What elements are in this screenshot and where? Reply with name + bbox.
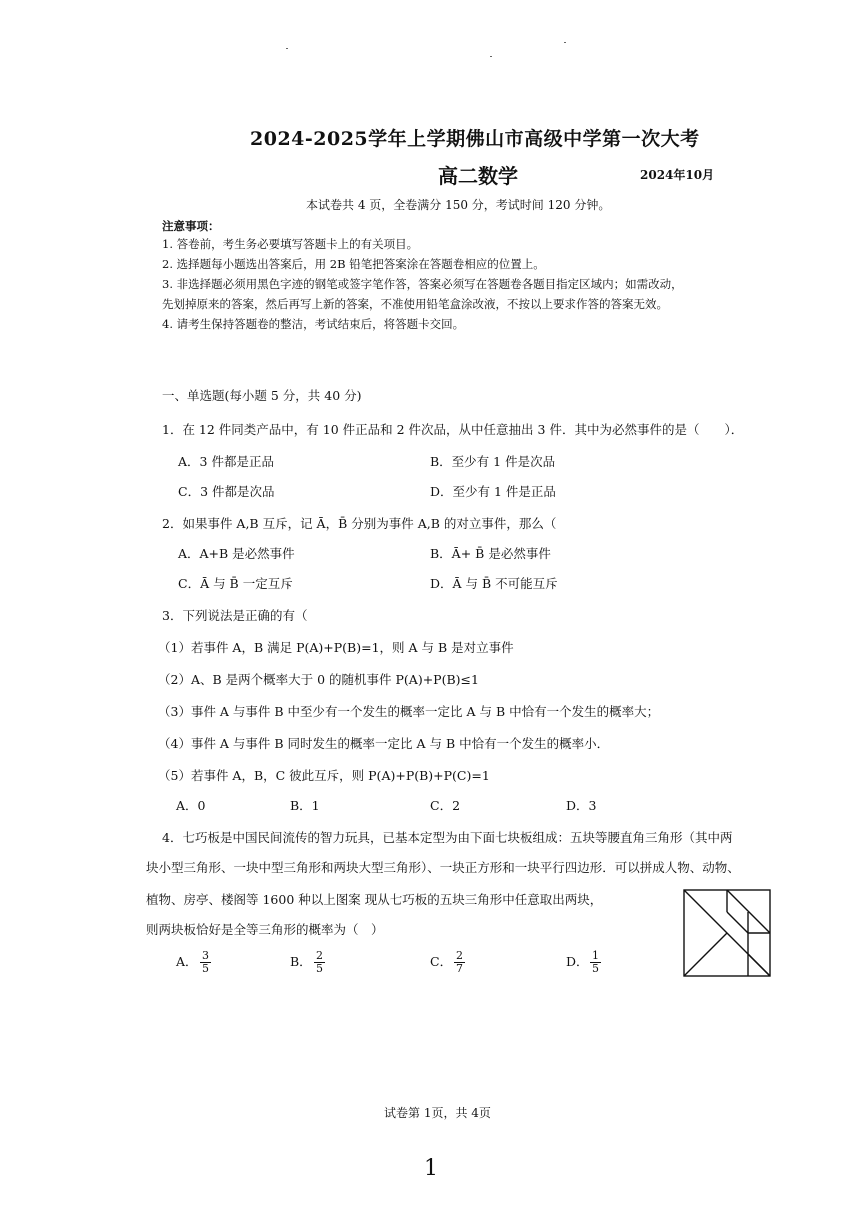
tangram-edge xyxy=(727,912,748,933)
notes-heading: 注意事项： xyxy=(162,219,220,233)
note-item: 4. 请考生保持答题卷的整洁，考试结束后，将答题卡交回。 xyxy=(162,317,465,331)
question-4-line: 4．七巧板是中国民间流传的智力玩具，已基本定型为由下面七块板组成：五块等腰直角三角形（其中两 xyxy=(162,830,733,845)
page-number: 1 xyxy=(424,1156,438,1181)
question-1-option-b: B．至少有 1 件是次品 xyxy=(430,454,556,469)
question-3-stem: 3．下列说法是正确的有（ xyxy=(162,608,308,623)
question-1-option-d: D．至少有 1 件是正品 xyxy=(430,484,556,499)
scan-speck xyxy=(564,42,566,43)
note-item: 先划掉原来的答案，然后再写上新的答案，不准使用铅笔盒涂改液，不按以上要求作答的答案无效。 xyxy=(162,297,668,311)
question-3-statement: （3）事件 A 与事件 B 中至少有一个发生的概率一定比 A 与 B 中恰有一个发生的概率大； xyxy=(158,704,660,719)
question-4-line: 则两块板恰好是全等三角形的概率为（ ） xyxy=(146,922,384,937)
fraction-denominator: 7 xyxy=(456,962,463,975)
fraction-denominator: 5 xyxy=(592,962,599,975)
option-label: A． xyxy=(176,954,198,969)
option-label: C． xyxy=(430,954,453,969)
question-3-option-b: B．1 xyxy=(290,798,320,813)
option-label: D． xyxy=(566,954,589,969)
question-4-option-b xyxy=(290,950,325,975)
page-footer: 试卷第 1页，共 4页 xyxy=(384,1106,491,1120)
note-item: 1. 答卷前，考生务必要填写答题卡上的有关项目。 xyxy=(162,237,419,251)
question-3-statement: （5）若事件 A，B，C 彼此互斥，则 P(A)+P(B)+P(C)=1 xyxy=(158,768,490,783)
fraction-numerator: 2 xyxy=(456,949,463,962)
question-4-option-d xyxy=(566,950,601,975)
question-3-statement: （1）若事件 A，B 满足 P(A)+P(B)=1，则 A 与 B 是对立事件 xyxy=(158,640,514,655)
scan-speck xyxy=(286,48,288,49)
section-heading: 一、单选题(每小题 5 分，共 40 分) xyxy=(162,388,362,403)
fraction-denominator: 5 xyxy=(316,962,323,975)
tangram-figure xyxy=(682,888,774,980)
exam-date: 2024年10月 xyxy=(640,168,715,182)
question-3-statement: （2）A、B 是两个概率大于 0 的随机事件 P(A)+P(B)≤1 xyxy=(158,672,479,687)
question-2-option-c: C．Ā 与 B̄ 一定互斥 xyxy=(178,576,293,591)
note-item: 2. 选择题每小题选出答案后，用 2B 铅笔把答案涂在答题卷相应的位置上。 xyxy=(162,257,545,271)
question-2-stem: 2．如果事件 A,B 互斥，记 Ā，B̄ 分别为事件 A,B 的对立事件，那么（ xyxy=(162,516,557,531)
question-3-option-a: A．0 xyxy=(176,798,206,813)
question-2-option-d: D．Ā 与 B̄ 不可能互斥 xyxy=(430,576,558,591)
option-label: B． xyxy=(290,954,312,969)
fraction-numerator: 2 xyxy=(316,949,323,962)
question-2-option-a: A．A+B 是必然事件 xyxy=(178,546,295,561)
question-3-statement: （4）事件 A 与事件 B 同时发生的概率一定比 A 与 B 中恰有一个发生的概率小． xyxy=(158,736,610,751)
note-item: 3. 非选择题必须用黑色字迹的钢笔或签字笔作答，答案必须写在答题卷各题目指定区域内；如需改动， xyxy=(162,277,683,291)
question-2-option-b: B．Ā+ B̄ 是必然事件 xyxy=(430,546,551,561)
question-4-option-c xyxy=(430,950,465,975)
exam-title: 2024-2025学年上学期佛山市高级中学第一次大考 xyxy=(250,128,700,150)
question-3-option-d: D．3 xyxy=(566,798,597,813)
tangram-edge xyxy=(684,933,727,976)
fraction-numerator: 1 xyxy=(592,949,599,962)
question-1-option-c: C．3 件都是次品 xyxy=(178,484,275,499)
fraction xyxy=(454,950,465,975)
fraction xyxy=(314,950,325,975)
fraction xyxy=(590,950,601,975)
fraction-numerator: 3 xyxy=(202,949,209,962)
subject-title: 高二数学 xyxy=(438,164,518,188)
question-4-line: 植物、房亭、楼阁等 1600 种以上图案 现从七巧板的五块三角形中任意取出两块， xyxy=(146,892,603,907)
fraction-denominator: 5 xyxy=(202,962,209,975)
tangram-edge xyxy=(748,954,770,976)
question-4-line: 块小型三角形、一块中型三角形和两块大型三角形）、一块正方形和一块平行四边形．可以拼成人物、动物、 xyxy=(146,860,740,875)
question-1-option-a: A．3 件都是正品 xyxy=(178,454,274,469)
exam-info: 本试卷共 4 页，全卷满分 150 分，考试时间 120 分钟。 xyxy=(306,198,611,212)
scan-speck xyxy=(490,56,492,57)
question-4-option-a xyxy=(176,950,211,975)
fraction xyxy=(200,950,211,975)
question-1-stem: 1．在 12 件同类产品中，有 10 件正品和 2 件次品，从中任意抽出 3 件．其中为必然事件的是（ ）． xyxy=(162,422,744,437)
question-3-option-c: C．2 xyxy=(430,798,461,813)
